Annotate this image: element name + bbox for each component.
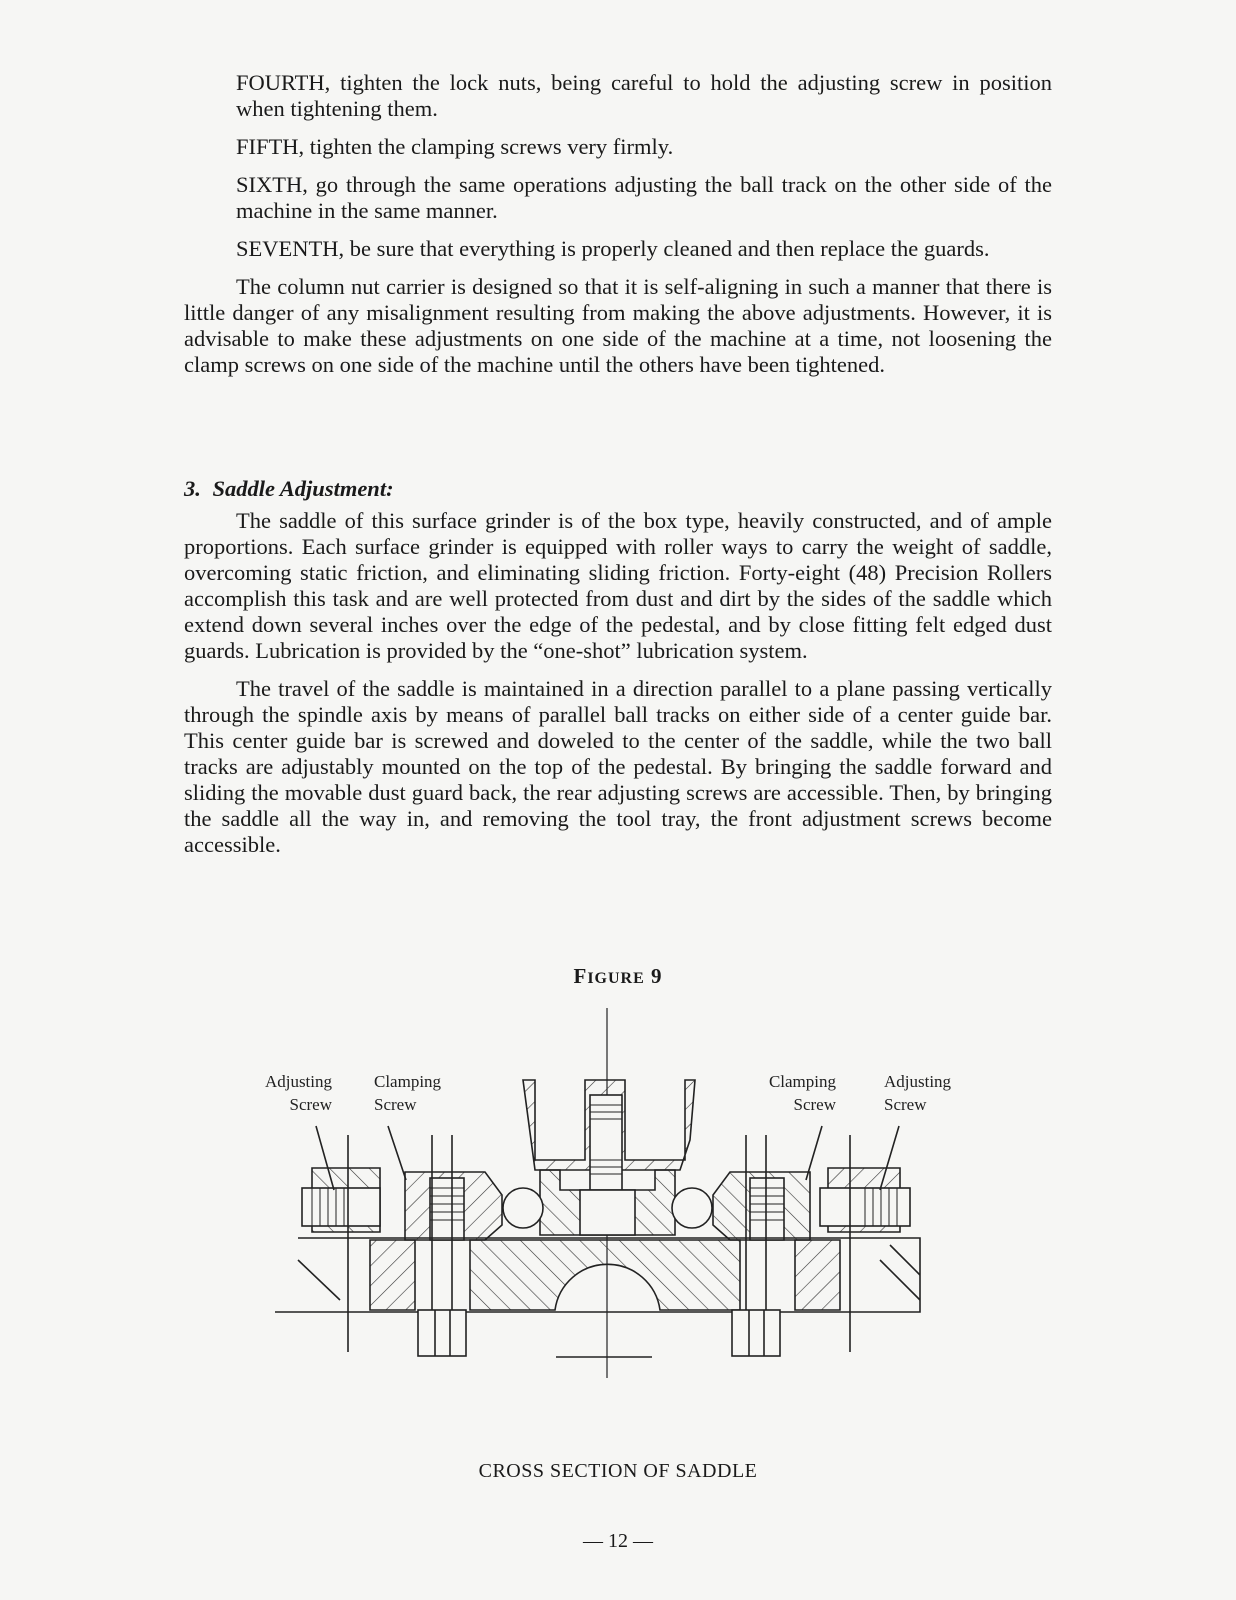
paragraph-saddle-travel: The travel of the saddle is maintained in a direction parallel to a plane passing vertically through the spindle axis by means of parallel ball tracks on either side of a center guide bar. This center guide bar is screwed and doweled to the center of the saddle, while the two ball tracks are adjustably mounted on the top of the pedestal. By bringing the saddle forward and sliding the movable dust guard back, the rear adjusting screws are accessible. Then, by bringing the saddle all the way in, and removing the tool tray, the front adjustment screws become accessible. [184,676,1052,857]
figure-caption: CROSS SECTION OF SADDLE [478,1460,758,1482]
saddle-text [184,508,1052,858]
step-seventh: SEVENTH, be sure that everything is properly cleaned and then replace the guards. [236,236,990,261]
paragraph-alignment: The column nut carrier is designed so that it is self-aligning in such a manner that there is little danger of any misalignment resulting from making the above adjustments. However, it is advisable to make these adjustments on one side of the machine at a time, not loosening the clamp screws on one side of the machine until the others have been tightened. [184,274,1052,377]
label-right-adjusting-screw: Adjusting Screw [884,1072,952,1114]
step-sixth: SIXTH, go through the same operations adjusting the ball track on the other side of the machine in the same manner. [236,172,1052,223]
section-number: 3. [184,476,201,501]
label-left-adjusting-screw: Adjusting Screw [264,1072,332,1114]
section-title: Saddle Adjustment: [212,476,394,501]
adjustment-steps [184,70,1052,378]
label-left-clamping-screw: Clamping Screw [374,1072,442,1114]
page-number: — 12 — [583,1530,653,1552]
step-fourth: FOURTH, tighten the lock nuts, being careful to hold the adjusting screw in position when tightening them. [236,70,1052,121]
saddle-cross-section-figure [240,1000,1000,1400]
figure-title: FIGURE 9 [573,964,663,988]
paragraph-saddle-construction: The saddle of this surface grinder is of the box type, heavily constructed, and of ample proportions. Each surface grinder is equipped with roller ways to carry the weight of saddle, overcoming static friction, and eliminating sliding friction. Forty-eight (48) Precision Rollers accomplish this task and are well protected from dust and dirt by the sides of the saddle which extend down several inches over the edge of the pedestal, and by close fitting felt edged dust guards. Lubrication is provided by the “one-shot” lubrication system. [184,508,1052,663]
section-heading [184,476,394,502]
label-right-clamping-screw: Clamping Screw [768,1072,836,1114]
step-fifth: FIFTH, tighten the clamping screws very firmly. [236,134,674,159]
saddle-cross-section-diagram [240,1000,1000,1400]
